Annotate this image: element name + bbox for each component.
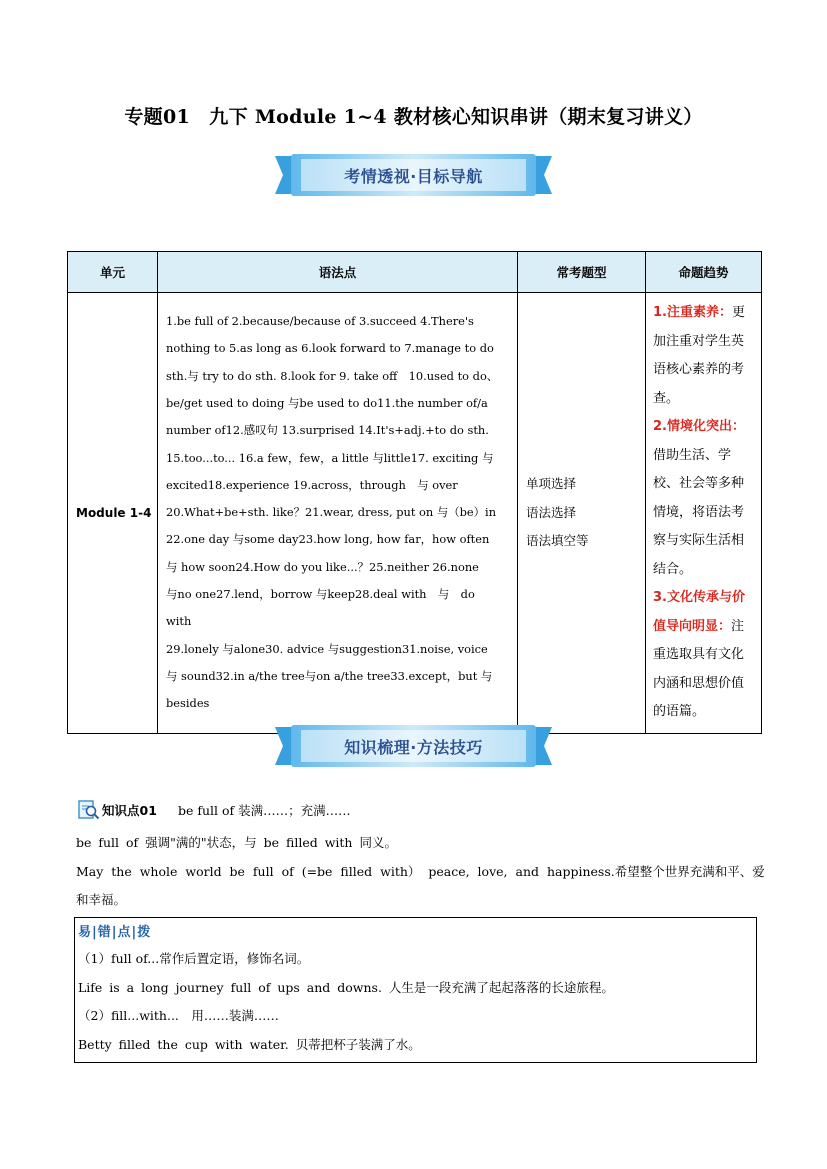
trend-text: 更加注重对学生英语核心素养的考查。 (653, 305, 745, 406)
banner-title: 考情透视·目标导航 (344, 167, 483, 186)
tip-line: （2）fill...with... 用……装满…… (78, 1008, 279, 1023)
trend-label: 3.文化传承与价值导向明显： (653, 590, 745, 634)
tip-box (74, 917, 757, 1063)
grammar-line: 1.be full of 2.because/because of 3.succeed 4.There's (166, 314, 474, 329)
knowledge-point-label: 知识点01 (102, 803, 157, 818)
grammar-line: 22.one day 与some day23.how long, how far，how often (166, 532, 490, 547)
grammar-line: 15.too...to... 16.a few，few，a little 与little17. exciting 与 (166, 450, 494, 465)
document-title: 专题01 九下 Module 1~4 教材核心知识串讲（期末复习讲义） (124, 106, 703, 128)
section-banner-exam-overview (275, 152, 552, 198)
header-trend: 命题趋势 (646, 252, 762, 293)
question-type: 单项选择 (526, 476, 577, 491)
banner-title: 知识梳理·方法技巧 (344, 738, 483, 757)
trend-label: 1.注重素养： (653, 305, 732, 320)
grammar-line: nothing to 5.as long as 6.look forward to 7.manage to do (166, 341, 494, 356)
header-question-type: 常考题型 (518, 252, 646, 293)
table-header-row (68, 252, 762, 293)
tip-line: （1）full of...常作后置定语，修饰名词。 (78, 951, 310, 966)
grammar-line: excited18.experience 19.across，through 与 over (166, 477, 458, 492)
table-row (68, 293, 762, 734)
trend-label: 2.情境化突出： (653, 419, 745, 434)
unit-cell: Module 1-4 (68, 293, 158, 734)
knowledge-point-text: be full of 装满……；充满…… (178, 803, 351, 818)
grammar-line: 29.lonely 与alone30. advice 与suggestion31.noise, voice (166, 641, 488, 656)
grammar-line: 与 sound32.in a/the tree与on a/the tree33.except，but 与 (166, 668, 493, 683)
header-grammar: 语法点 (158, 252, 518, 293)
trend-cell (646, 293, 762, 734)
grammar-line: 20.What+be+sth. like？21.wear, dress, put on 与（be）in (166, 505, 497, 520)
grammar-line: with (166, 614, 192, 629)
question-type: 语法选择 (526, 504, 577, 520)
grammar-line: 与 how soon24.How do you like...？25.neither 26.none (166, 559, 479, 574)
magnifier-book-icon (78, 798, 100, 820)
tip-line: Life is a long journey full of ups and downs. 人生是一段充满了起起落落的长途旅程。 (78, 980, 614, 995)
example-sentence: May the whole world be full of (=be filled with） peace, love, and happiness.希望整个世界充满和平、爱 (76, 864, 765, 879)
section-banner-knowledge (275, 723, 552, 769)
header-unit: 单元 (68, 252, 158, 293)
grammar-line: sth.与 try to do sth. 8.look for 9. take off 10.used to do、 (166, 368, 499, 383)
question-type: 语法填空等 (526, 533, 589, 548)
grammar-line: number of12.感叹句 13.surprised 14.It's+adj.+to do sth. (166, 423, 489, 438)
tip-box-title: 易|错|点|拨 (78, 925, 152, 940)
grammar-line: be/get used to doing 与be used to do11.the number of/a (166, 395, 488, 410)
tip-line: Betty filled the cup with water. 贝蒂把杯子装满了水。 (78, 1037, 421, 1052)
trend-text: 借助生活、学校、社会等多种情境，将语法考察与实际生活相结合。 (653, 447, 745, 577)
trend-text: 注重选取具有文化内涵和思想价值的语篇。 (653, 618, 745, 719)
grammar-line: besides (166, 696, 210, 711)
explanation-paragraph: be full of 强调"满的"状态，与 be filled with 同义。 (76, 835, 397, 850)
grammar-points-cell (158, 293, 518, 734)
overview-table (67, 251, 762, 734)
example-sentence-continued: 和幸福。 (76, 892, 127, 907)
question-types-cell (518, 293, 646, 734)
grammar-line: 与no one27.lend，borrow 与keep28.deal with 与 do (166, 586, 475, 601)
